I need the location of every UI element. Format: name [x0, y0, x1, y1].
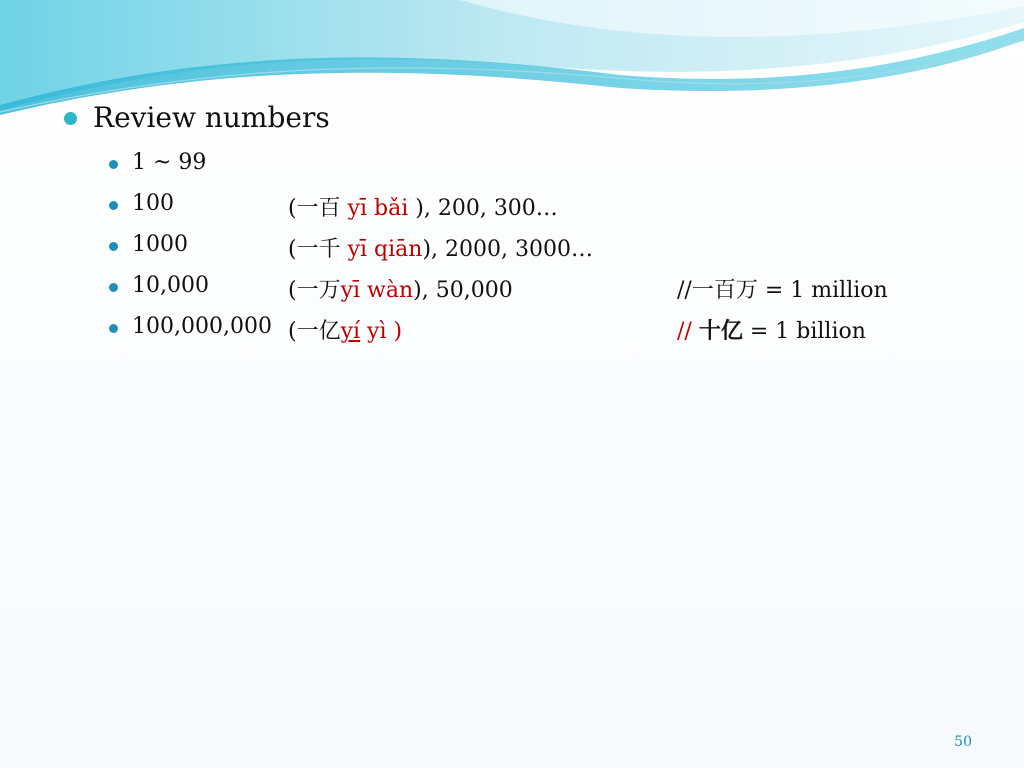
note-value: = 1 million [757, 278, 888, 303]
pinyin-text: yī wàn [340, 278, 414, 303]
chinese-text: (一百 [288, 196, 348, 221]
row-values: ), 2000, 3000… [422, 237, 593, 262]
row-number: 1 ~ 99 [132, 150, 207, 175]
note-value: = 1 billion [742, 319, 866, 344]
bullet-dot-icon [109, 283, 118, 292]
chinese-text: (一万 [288, 278, 341, 303]
pinyin-text: yī qiān [347, 237, 423, 262]
slide-title: Review numbers [93, 101, 330, 134]
note-chinese: 一百万 [691, 278, 758, 303]
note-slash: // [677, 319, 699, 344]
row-number: 10,000 [132, 273, 209, 298]
pinyin-text: yī bǎi [347, 196, 416, 221]
page-number: 50 [954, 734, 972, 750]
bullet-dot-icon [109, 160, 118, 169]
bullet-dot-icon [109, 201, 118, 210]
pinyin-text: yì ) [360, 319, 403, 344]
row-number: 1000 [132, 232, 188, 257]
row-values: ), 200, 300… [415, 196, 558, 221]
row-note [677, 314, 866, 345]
bullet-dot-icon [109, 242, 118, 251]
row-detail [288, 191, 558, 222]
row-number: 100 [132, 191, 174, 216]
chinese-text: (一千 [288, 237, 348, 262]
bullet-dot-icon [64, 112, 77, 125]
row-number: 100,000,000 [132, 314, 272, 339]
row-detail [288, 232, 593, 263]
row-note [677, 273, 888, 304]
note-chinese: 十亿 [698, 318, 743, 344]
row-detail [288, 314, 402, 345]
note-slash: // [677, 278, 692, 303]
row-values: ), 50,000 [413, 278, 513, 303]
pinyin-text: yí [340, 319, 361, 344]
bullet-dot-icon [109, 324, 118, 333]
row-detail [288, 273, 513, 304]
chinese-text: (一亿 [288, 319, 341, 344]
